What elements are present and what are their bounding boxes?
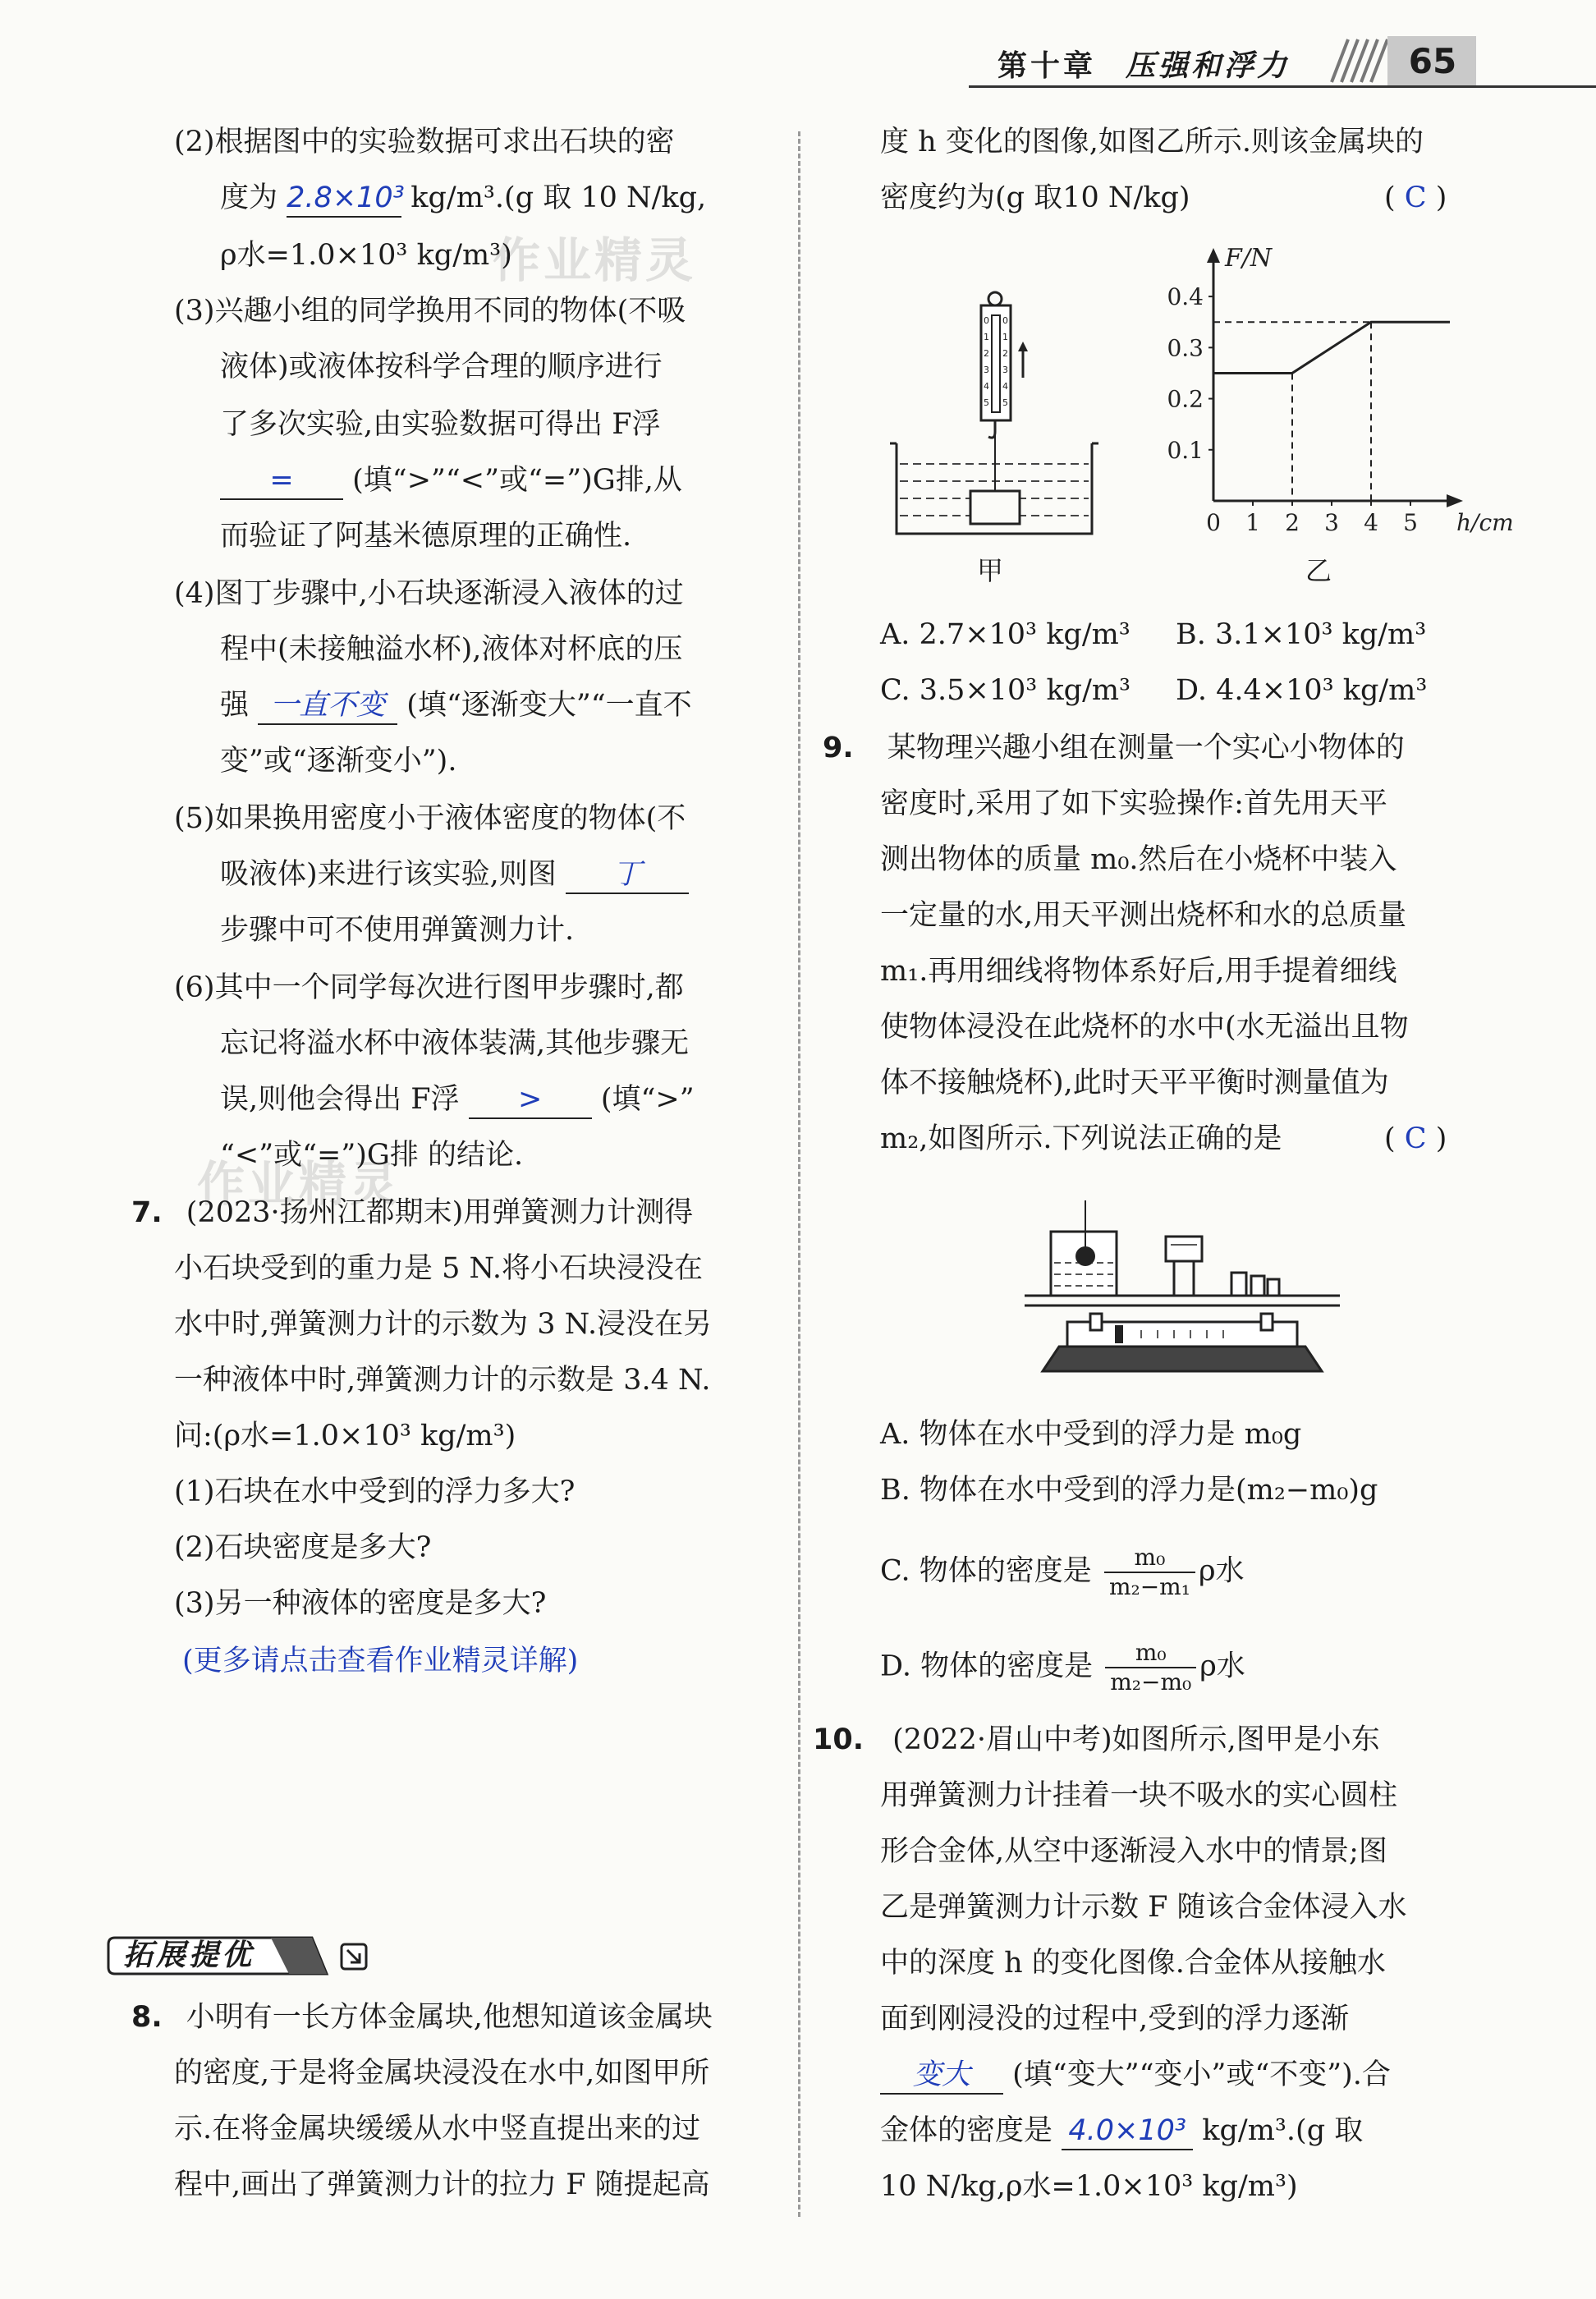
chapter-label: 第十章 [998, 49, 1097, 83]
text: ρ水 [1199, 1650, 1245, 1683]
x-tick-label: 4 [1364, 509, 1378, 536]
option-a: A. 物体在水中受到的浮力是 m₀g [880, 1418, 1302, 1451]
svg-text:4: 4 [1002, 381, 1008, 392]
text-line: ρ水=1.0×10³ kg/m³) [220, 239, 512, 272]
figure-yi-chart [1141, 238, 1514, 542]
text-line [880, 2110, 1363, 2151]
text-line: 乙是弹簧测力计示数 F 随该合金体浸入水 [880, 1891, 1407, 1924]
text-line: (4)图丁步骤中,小石块逐渐浸入液体的过 [174, 577, 684, 610]
denominator: m₂−m₀ [1110, 1668, 1192, 1696]
x-tick-label: 3 [1324, 509, 1339, 536]
arrow-corner-icon [340, 1943, 368, 1971]
text: C. 物体的密度是 [880, 1554, 1092, 1588]
y-tick-label: 0.3 [1167, 334, 1204, 362]
text-line: 密度约为(g 取10 N/kg) [880, 181, 1190, 214]
text-line: 密度时,采用了如下实验操作:首先用天平 [880, 787, 1387, 820]
text-line: (6)其中一个同学每次进行图甲步骤时,都 [174, 971, 684, 1004]
text: ρ水 [1198, 1554, 1245, 1588]
x-axis-arrow-icon [1447, 494, 1463, 507]
option-a: A. 2.7×10³ kg/m³ [880, 618, 1130, 651]
answer-blank: > [469, 1081, 592, 1119]
text-line: 体不接触烧杯),此时天平平衡时测量值为 [880, 1067, 1389, 1099]
text-line: (3)兴趣小组的同学换用不同的物体(不吸 [174, 295, 686, 328]
text-line: m₂,如图所示.下列说法正确的是 [880, 1122, 1282, 1155]
text-line: 程中(未接触溢水杯),液体对杯底的压 [220, 633, 683, 666]
text-line [813, 1719, 1380, 1760]
text-line: 的密度,于是将金属块浸没在水中,如图甲所 [174, 2057, 710, 2090]
text-line: 液体)或液体按科学合理的顺序进行 [220, 351, 663, 383]
section-title: 拓展提优 [123, 1939, 255, 1972]
option-d [880, 1639, 1245, 1696]
answer-blank: 2.8×10³ [287, 180, 401, 218]
text: (填“>”“<”或“=”)G排,从 [352, 464, 682, 497]
header-rule [969, 85, 1596, 88]
text: (填“变大”“变小”或“不变”).合 [1012, 2058, 1391, 2091]
figure-balance [1018, 1199, 1346, 1388]
text-line [131, 1997, 713, 2038]
text-line: 中的深度 h 的变化图像.合金体从接触水 [880, 1947, 1386, 1980]
text-line: 而验证了阿基米德原理的正确性. [220, 520, 632, 553]
text-line: 形合金体,从空中逐渐浸入水中的情景;图 [880, 1835, 1387, 1868]
text-line: (2)根据图中的实验数据可求出石块的密 [174, 126, 675, 158]
text-line [880, 2054, 1391, 2095]
question-number: 10. [813, 1723, 864, 1756]
text-line: 一种液体中时,弹簧测力计的示数是 3.4 N. [174, 1364, 711, 1397]
text-line [220, 854, 689, 895]
text: kg/m³.(g 取 10 N/kg, [410, 181, 707, 214]
question-number: 7. [131, 1196, 163, 1229]
text: kg/m³.(g 取 [1202, 2114, 1364, 2147]
text-line: 面到刚浸没的过程中,受到的浮力逐渐 [880, 2003, 1350, 2035]
text: 吸液体)来进行该实验,则图 [220, 858, 557, 891]
y-tick-label: 0.1 [1167, 436, 1204, 464]
text-line [220, 685, 692, 726]
figure-label: 乙 [1305, 555, 1332, 586]
option-c [880, 1544, 1245, 1601]
answer-blank: 丁 [566, 856, 689, 894]
answer-choice: ( C ) [1384, 1122, 1447, 1155]
text-line: m₁.再用细线将物体系好后,用手提着细线 [880, 955, 1397, 988]
text: (2022·眉山中考)如图所示,图甲是小东 [892, 1723, 1380, 1756]
column-divider [798, 131, 800, 2217]
svg-text:0: 0 [1002, 315, 1008, 326]
text-line: “<”或“=”)G排 的结论. [220, 1139, 524, 1172]
text: (填“>” [600, 1083, 695, 1116]
svg-text:5: 5 [984, 397, 989, 408]
svg-text:5: 5 [1002, 397, 1008, 408]
y-tick-label: 0.4 [1167, 283, 1204, 311]
watermark: 作业精灵 [493, 232, 697, 288]
figure-jia-spring-scale [887, 287, 1108, 542]
page-number: 65 [1408, 41, 1457, 81]
x-tick-label: 2 [1285, 509, 1300, 536]
text-line: (3)另一种液体的密度是多大? [174, 1587, 547, 1620]
answer-blank: 变大 [880, 2057, 1003, 2095]
answer-letter: C [1404, 1122, 1427, 1155]
option-d: D. 4.4×10³ kg/m³ [1176, 674, 1428, 707]
svg-text:4: 4 [984, 381, 989, 392]
numerator: m₀ [1105, 1639, 1196, 1668]
x-tick-label: 5 [1403, 509, 1418, 536]
svg-text:3: 3 [1002, 365, 1008, 375]
text-line: 测出物体的质量 m₀.然后在小烧杯中装入 [880, 843, 1397, 876]
option-b: B. 3.1×10³ kg/m³ [1176, 618, 1427, 651]
text-line [220, 1079, 695, 1120]
text-line: 一定量的水,用天平测出烧杯和水的总质量 [880, 899, 1407, 932]
svg-text:2: 2 [1002, 348, 1008, 359]
text-line [823, 727, 1405, 769]
answer-blank: 4.0×10³ [1062, 2113, 1193, 2150]
x-axis-label: h/cm [1456, 509, 1514, 536]
text-line: (2)石块密度是多大? [174, 1531, 432, 1564]
text: 某物理兴趣小组在测量一个实心小物体的 [887, 732, 1405, 764]
text-line: 度 h 变化的图像,如图乙所示.则该金属块的 [880, 126, 1424, 158]
fraction [1105, 1639, 1196, 1696]
numerator: m₀ [1104, 1544, 1195, 1573]
text-line: 程中,画出了弹簧测力计的拉力 F 随提起高 [174, 2168, 710, 2201]
svg-text:3: 3 [984, 365, 989, 375]
chapter-subtitle: 压强和浮力 [1126, 49, 1291, 83]
text-line: 小石块受到的重力是 5 N.将小石块浸没在 [174, 1252, 704, 1285]
chapter-title [998, 43, 1290, 85]
text-line: 问:(ρ水=1.0×10³ kg/m³) [174, 1420, 516, 1452]
text-line: 10 N/kg,ρ水=1.0×10³ kg/m³) [880, 2170, 1298, 2203]
text-line: (5)如果换用密度小于液体密度的物体(不 [174, 802, 686, 835]
text-line: 变”或“逐渐变小”). [220, 745, 457, 778]
text: 金体的密度是 [880, 2114, 1053, 2147]
question-number: 8. [131, 2001, 163, 2034]
text-line [220, 177, 706, 218]
text-line: (1)石块在水中受到的浮力多大? [174, 1475, 576, 1508]
answer-letter: C [1404, 181, 1427, 214]
text: 误,则他会得出 F浮 [220, 1083, 460, 1116]
text: (填“逐渐变大”“一直不 [406, 689, 692, 722]
more-details-link[interactable]: (更多请点击查看作业精灵详解) [182, 1645, 579, 1677]
svg-text:0: 0 [984, 315, 989, 326]
fraction [1104, 1544, 1195, 1601]
text-line: 使物体浸没在此烧杯的水中(水无溢出且物 [880, 1011, 1409, 1044]
y-axis-label: F/N [1225, 244, 1273, 273]
text: D. 物体的密度是 [880, 1650, 1094, 1683]
x-tick-label: 1 [1245, 509, 1260, 536]
svg-text:1: 1 [1002, 332, 1008, 342]
svg-text:1: 1 [984, 332, 989, 342]
header-stripes-decoration [1323, 39, 1389, 82]
text-line [131, 1192, 693, 1233]
y-tick-label: 0.2 [1167, 385, 1204, 413]
text-line: 用弹簧测力计挂着一块不吸水的实心圆柱 [880, 1779, 1398, 1812]
text-line [220, 460, 682, 501]
figure-label: 甲 [977, 555, 1004, 586]
answer-choice: ( C ) [1384, 181, 1447, 214]
svg-text:2: 2 [984, 348, 989, 359]
answer-blank: 一直不变 [258, 687, 397, 725]
text-line: 了多次实验,由实验数据可得出 F浮 [220, 408, 661, 441]
option-b: B. 物体在水中受到的浮力是(m₂−m₀)g [880, 1474, 1378, 1507]
series-line [1213, 322, 1450, 373]
y-axis-arrow-icon [1207, 248, 1220, 263]
text-line: 步骤中可不使用弹簧测力计. [220, 914, 575, 947]
watermark: 作业精灵 [197, 1156, 401, 1212]
text: (2023·扬州江都期末)用弹簧测力计测得 [186, 1196, 694, 1229]
answer-blank: = [220, 462, 343, 500]
text-line: 示.在将金属块缓缓从水中竖直提出来的过 [174, 2113, 701, 2145]
denominator: m₂−m₁ [1108, 1573, 1190, 1600]
option-c: C. 3.5×10³ kg/m³ [880, 674, 1131, 707]
text: 度为 [220, 181, 278, 214]
text-line: 忘记将溢水杯中液体装满,其他步骤无 [220, 1027, 690, 1060]
text: 强 [220, 689, 250, 722]
text: 小明有一长方体金属块,他想知道该金属块 [186, 2001, 713, 2034]
text-line: 水中时,弹簧测力计的示数为 3 N.浸没在另 [174, 1308, 713, 1341]
x-tick-label: 0 [1206, 509, 1221, 536]
question-number: 9. [823, 732, 854, 764]
